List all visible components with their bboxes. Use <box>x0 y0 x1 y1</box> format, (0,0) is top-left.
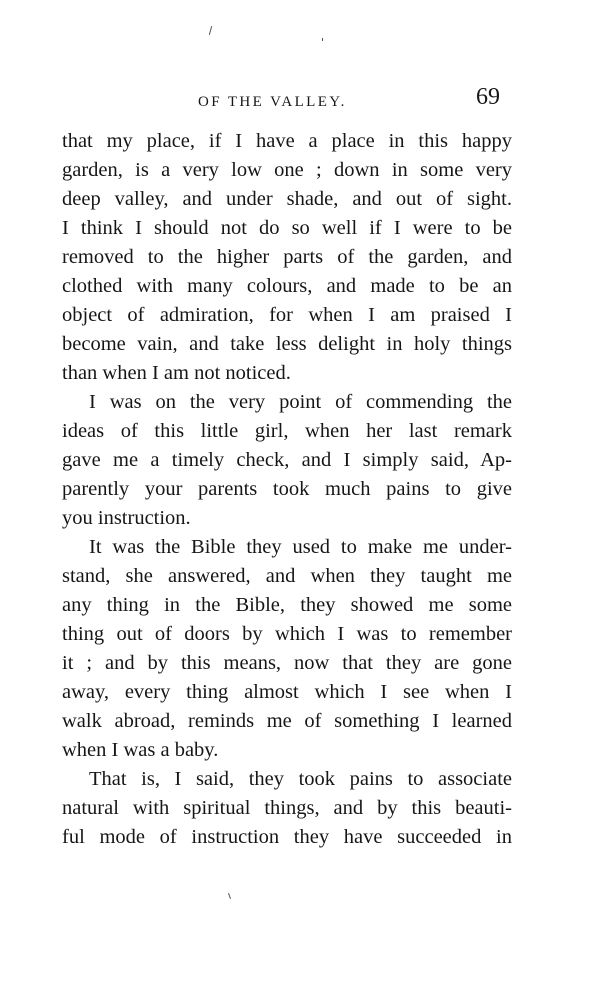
text-line: I was on the very point of commending the <box>89 391 512 413</box>
text-line: clothed with many colours, and made to be an <box>62 275 512 297</box>
text-line: deep valley, and under shade, and out of sight. <box>62 188 512 210</box>
ink-speck <box>209 26 212 35</box>
text-line: I think I should not do so well if I were to be <box>62 217 512 239</box>
text-line: become vain, and take less delight in holy things <box>62 333 512 355</box>
text-line: parently your parents took much pains to give <box>62 478 512 500</box>
text-line: natural with spiritual things, and by this beauti- <box>62 797 512 819</box>
text-line: It was the Bible they used to make me under- <box>89 536 512 558</box>
text-line: it ; and by this means, now that they are gone <box>62 652 512 674</box>
text-line: garden, is a very low one ; down in some very <box>62 159 512 181</box>
text-line: object of admiration, for when I am praised I <box>62 304 512 326</box>
text-line: walk abroad, reminds me of something I learned <box>62 710 512 732</box>
text-line: ful mode of instruction they have succeeded in <box>62 826 512 848</box>
text-line: away, every thing almost which I see when I <box>62 681 512 703</box>
text-line: that my place, if I have a place in this happy <box>62 130 512 152</box>
text-line: stand, she answered, and when they taught me <box>62 565 512 587</box>
text-line: ideas of this little girl, when her last remark <box>62 420 512 442</box>
text-line: gave me a timely check, and I simply said, Ap- <box>62 449 512 471</box>
ink-speck <box>322 38 323 41</box>
text-line: thing out of doors by which I was to remember <box>62 623 512 645</box>
text-line: That is, I said, they took pains to associate <box>89 768 512 790</box>
text-line: you instruction. <box>62 507 191 529</box>
body-text <box>62 127 512 852</box>
running-head <box>0 84 614 114</box>
text-line: than when I am not noticed. <box>62 362 291 384</box>
text-line: any thing in the Bible, they showed me some <box>62 594 512 616</box>
ink-speck <box>228 893 231 899</box>
text-line: when I was a baby. <box>62 739 219 761</box>
text-line: removed to the higher parts of the garden, and <box>62 246 512 268</box>
running-head-title: OF THE VALLEY. <box>198 94 347 110</box>
page-number: 69 <box>476 84 500 110</box>
